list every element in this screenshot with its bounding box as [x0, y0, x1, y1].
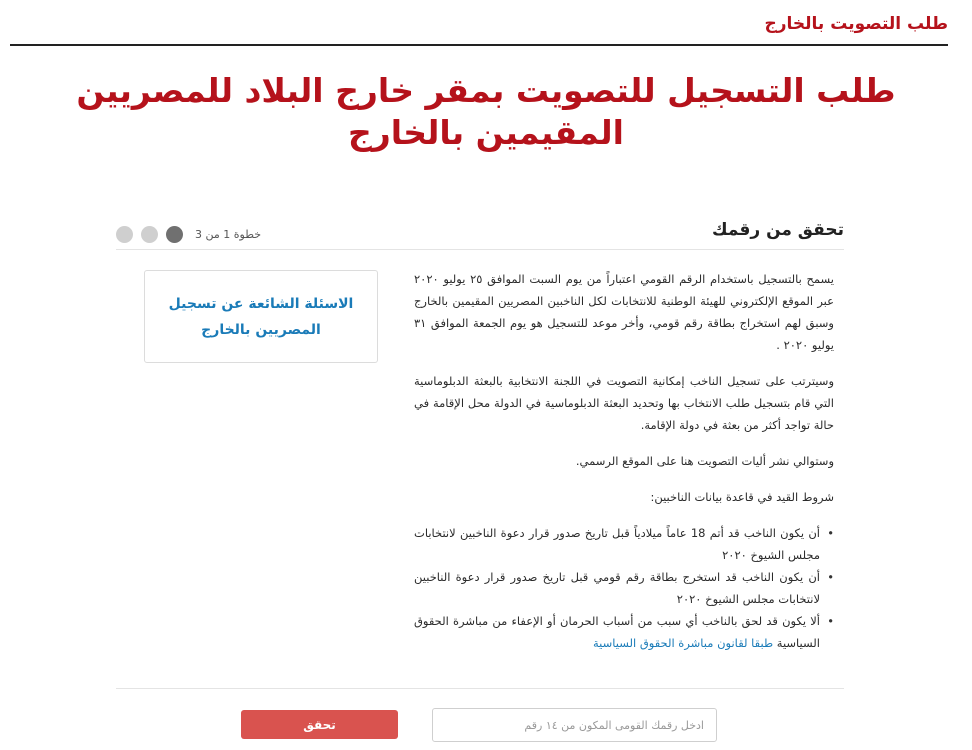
step-indicator: [116, 226, 261, 243]
paragraph-polling: وسيترتب على تسجيل الناخب إمكانية التصويت في اللجنة الانتخابية بالبعثة الدبلوماسية التي قام بتسجيل طلب الانتخاب بها وتحديد البعثة الدبلوماسية في الدولة محل الإقامة في حالة تواجد أكثر من بعثة في دولة الإقامة.: [414, 374, 834, 432]
verification-card: [116, 210, 844, 690]
step-dot-2: [141, 226, 158, 243]
verify-button[interactable]: تحقق: [241, 710, 398, 739]
verify-form: [0, 708, 972, 744]
list-item: [414, 522, 834, 566]
section-title: تحقق من رقمك: [712, 220, 844, 240]
list-item: [414, 566, 834, 610]
step-dot-1: [166, 226, 183, 243]
site-title: طلب التصويت بالخارج: [764, 14, 948, 34]
faq-link[interactable]: الاسئلة الشائعة عن تسجيل المصريين بالخارج: [168, 295, 354, 338]
conditions-list: [414, 522, 834, 654]
condition-text: أن يكون الناخب قد أتم 18 عاماً ميلادياً قبل تاريخ صدور قرار دعوة الناخبين لانتخابات مجلس الشيوخ ٢٠٢٠: [414, 526, 821, 562]
law-link[interactable]: طبقا لقانون مباشرة الحقوق السياسية: [592, 636, 774, 650]
faq-box[interactable]: [144, 270, 378, 363]
top-bar: [10, 0, 948, 46]
conditions-heading: شروط القيد في قاعدة بيانات الناخبين:: [650, 490, 834, 504]
page-title: طلب التسجيل للتصويت بمقر خارج البلاد للمصريين المقيمين بالخارج: [76, 71, 896, 152]
instructions-text: [414, 268, 834, 654]
step-dot-3: [116, 226, 133, 243]
paragraph-registration: يسمح بالتسجيل باستخدام الرقم القومي اعتباراً من يوم السبت الموافق ٢٥ يوليو ٢٠٢٠ عبر الموقع الإلكتروني للهيئة الوطنية للانتخابات لكل الناخبين المصريين المقيمين بالخارج وسبق لهم استخراج بطاقة رقم قومي، وأخر موعد للتسجيل هو يوم الجمعة الموافق ٣١ يوليو ٢٠٢٠ .: [414, 272, 834, 352]
list-item: [414, 610, 834, 654]
condition-text: ألا يكون قد لحق بالناخب أي سبب من أسباب الحرمان أو الإعفاء من مباشرة الحقوق السياسية: [414, 614, 820, 650]
condition-text: أن يكون الناخب قد استخرج بطاقة رقم قومي قبل تاريخ صدور قرار دعوة الناخبين لانتخابات مجلس الشيوخ ٢٠٢٠: [414, 570, 820, 606]
national-id-input[interactable]: [432, 708, 717, 742]
paragraph-publication: وستوالي نشر أليات التصويت هنا على الموقع الرسمي.: [575, 454, 834, 468]
card-divider: [116, 688, 844, 689]
step-counter: خطوة 1 من 3: [195, 228, 262, 241]
card-header: [116, 210, 844, 250]
